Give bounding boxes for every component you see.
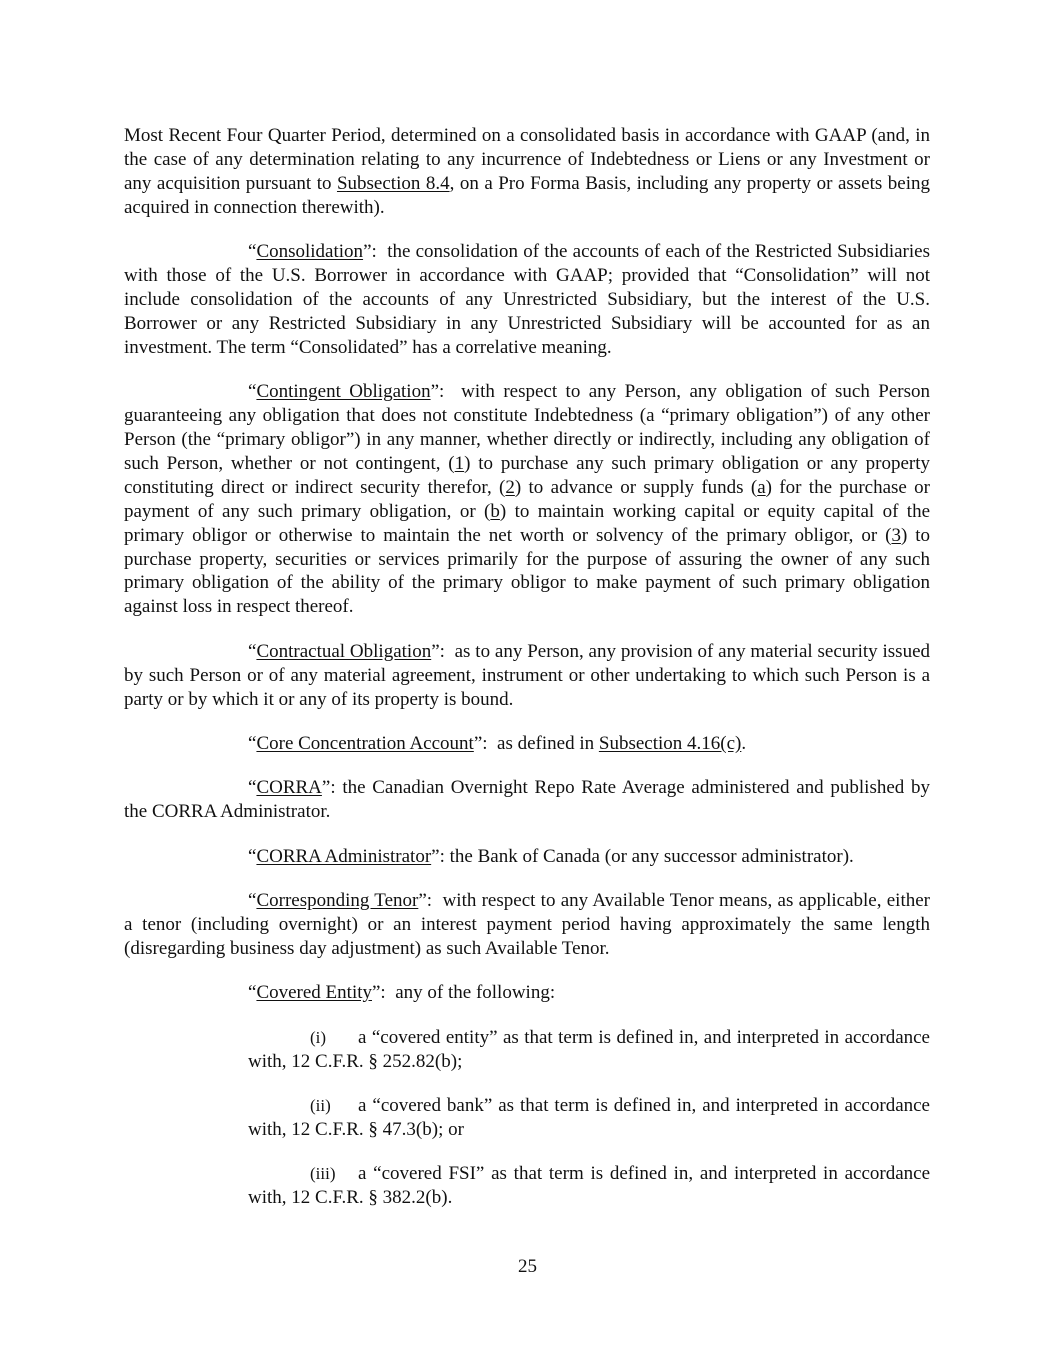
document-page: [124, 124, 930, 1231]
definition-consolidation: “Consolidation”: the consolidation of the accounts of each of the Restricted Subsidiaries with those of the U.S. Borrower in accordance with GAAP; provided that “Consolidation” will not include consolidation of the accounts of any Unrestricted Subsidiary, but the interest of the U.S. Borrower or any Restricted Subsidiary in any Unrestricted Subsidiary will be accounted for as an investment. The term “Consolidated” has a correlative meaning.: [124, 241, 930, 358]
subsection-reference: Subsection 8.4: [336, 172, 450, 194]
list-item-number: (ii): [310, 1096, 331, 1115]
defined-term: Consolidation: [256, 241, 364, 263]
defined-term: Covered Entity: [256, 982, 372, 1004]
defined-term: Contractual Obligation: [256, 640, 432, 662]
definition-contractual-obligation: “Contractual Obligation”: as to any Person, any provision of any material security issued by such Person or of any material agreement, instrument or other undertaking to which such Person is a party or by which it or any of its property is bound.: [124, 640, 931, 710]
definition-core-concentration-account: “Core Concentration Account”: as defined in Subsection 4.16(c).: [248, 732, 747, 754]
definition-corra: “CORRA”: the Canadian Overnight Repo Rate Average administered and published by the CORRA Administrator.: [124, 777, 930, 823]
defined-term: Core Concentration Account: [256, 732, 474, 754]
definition-corra-administrator: “CORRA Administrator”: the Bank of Canada (or any successor administrator).: [248, 845, 854, 867]
defined-term: Corresponding Tenor: [256, 890, 419, 912]
definition-corresponding-tenor: “Corresponding Tenor”: with respect to any Available Tenor means, as applicable, either a tenor (including overnight) or an interest payment period having approximately the same length (disregarding business day adjustment) as such Available Tenor.: [124, 890, 930, 959]
list-item: (i) a “covered entity” as that term is defined in, and interpreted in accordance with, 12 C.F.R. § 252.82(b);: [248, 1026, 930, 1072]
definition-covered-entity: “Covered Entity”: any of the following:: [248, 982, 556, 1004]
defined-term: CORRA Administrator: [256, 845, 432, 867]
list-item-number: (i): [310, 1027, 327, 1047]
intro-paragraph: Most Recent Four Quarter Period, determined on a consolidated basis in accordance with GAAP (and, in the case of any determination relating to any incurrence of Indebtedness or Liens or any Investment or any acquisition pursuant to Subsection 8.4, on a Pro Forma Basis, including any property or assets being acquired in connection therewith).: [124, 125, 930, 218]
definition-contingent-obligation: “Contingent Obligation”: with respect to any Person, any obligation of such Person guaranteeing any obligation that does not constitute Indebtedness (a “primary obligation”) of any other Person (the “primary obligor”) in any manner, whether directly or indirectly, including any obligation of such Person, whether or not contingent, (1) to purchase any such primary obligation or any property constituting direct or indirect security therefor, (2) to advance or supply funds (a) for the purchase or payment of any such primary obligation, or (b) to maintain working capital or equity capital of the primary obligor or otherwise to maintain the net worth or solvency of the primary obligor, or (3) to purchase property, securities or services primarily for the purpose of assuring the owner of any such primary obligation of the ability of the primary obligor to make payment of such primary obligation against loss in respect thereof.: [124, 381, 931, 618]
subsection-reference: Subsection 4.16(c): [598, 732, 742, 754]
defined-term: Contingent Obligation: [256, 381, 431, 403]
defined-term: CORRA: [256, 777, 322, 799]
list-item-number: (iii): [310, 1164, 336, 1184]
page-number: 25: [518, 1256, 537, 1277]
list-item: (iii) a “covered FSI” as that term is defined in, and interpreted in accordance with, 12 C.F.R. § 382.2(b).: [248, 1163, 930, 1209]
list-item: (ii) a “covered bank” as that term is defined in, and interpreted in accordance with, 12 C.F.R. § 47.3(b); or: [248, 1095, 930, 1140]
